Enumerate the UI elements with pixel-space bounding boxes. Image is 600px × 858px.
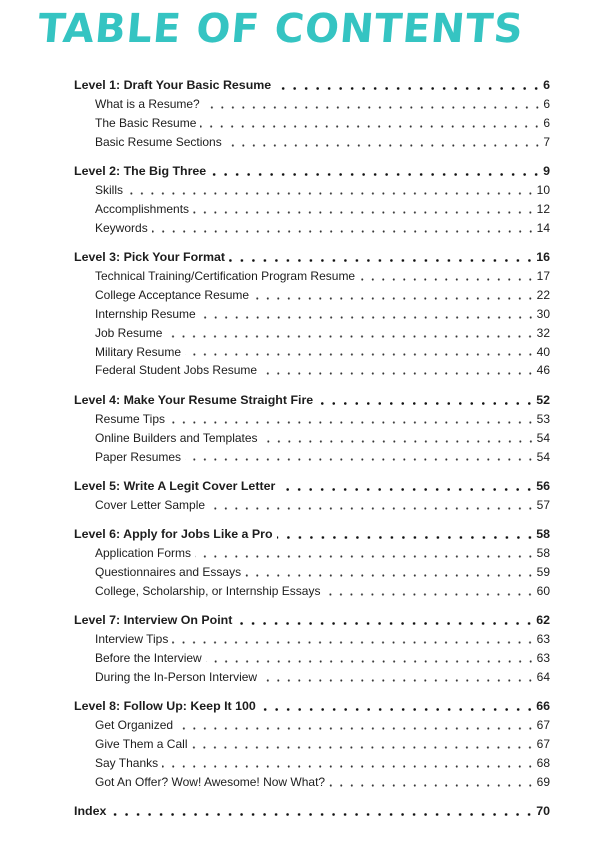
toc-level-heading[interactable] <box>74 162 550 181</box>
level-title: Level 6: Apply for Jobs Like a Pro <box>74 527 273 542</box>
toc-item-page: 69 <box>536 774 550 789</box>
dot-leader <box>236 622 535 625</box>
dot-leader <box>162 765 535 768</box>
toc-item-page: 22 <box>536 287 550 302</box>
toc-item[interactable] <box>74 544 550 563</box>
toc-item-label: Paper Resumes <box>95 449 182 464</box>
dot-leader <box>185 458 536 461</box>
toc-item-label: Application Forms <box>95 546 192 561</box>
level-page-number: 66 <box>536 699 550 714</box>
toc-item[interactable] <box>74 773 550 792</box>
toc-entry-index[interactable] <box>74 802 550 821</box>
dot-leader <box>127 192 536 195</box>
dot-leader <box>166 335 535 338</box>
toc-item[interactable] <box>74 630 550 649</box>
toc-item[interactable] <box>74 410 550 429</box>
toc-item-page: 54 <box>536 449 550 464</box>
toc-item-page: 63 <box>536 651 550 666</box>
toc-item-label: Cover Letter Sample <box>95 497 206 512</box>
toc-item-page: 67 <box>536 737 550 752</box>
dot-leader <box>195 555 536 558</box>
dot-leader <box>279 488 535 491</box>
level-page-number: 16 <box>536 250 550 265</box>
toc-item-label: Basic Resume Sections <box>95 134 222 149</box>
level-page-number: 9 <box>543 164 550 179</box>
toc-level-heading[interactable] <box>74 697 550 716</box>
toc-item-page: 53 <box>536 411 550 426</box>
toc-item[interactable] <box>74 754 550 773</box>
toc-item[interactable] <box>74 563 550 582</box>
dot-leader <box>210 173 542 176</box>
toc-item[interactable] <box>74 429 550 448</box>
level-title: Level 5: Write A Legit Cover Letter <box>74 478 276 493</box>
table-of-contents <box>74 76 550 821</box>
dot-leader <box>209 507 536 510</box>
toc-section-level-1 <box>74 76 550 152</box>
toc-item-label: Accomplishments <box>95 201 190 216</box>
level-title: Level 7: Interview On Point <box>74 613 233 628</box>
toc-item-label: The Basic Resume <box>95 115 197 130</box>
toc-entry-page: 70 <box>536 804 550 819</box>
toc-item-label: Interview Tips <box>95 632 169 647</box>
dot-leader <box>262 440 536 443</box>
level-page-number: 58 <box>536 527 550 542</box>
toc-level-heading[interactable] <box>74 391 550 410</box>
toc-item[interactable] <box>74 267 550 286</box>
toc-level-heading[interactable] <box>74 611 550 630</box>
level-title: Level 3: Pick Your Format <box>74 250 226 265</box>
toc-level-heading[interactable] <box>74 248 550 267</box>
toc-item[interactable] <box>74 361 550 380</box>
dot-leader <box>317 402 535 405</box>
toc-item-label: Keywords <box>95 220 148 235</box>
toc-item-label: Military Resume <box>95 344 182 359</box>
toc-section-level-5 <box>74 477 550 515</box>
dot-leader <box>200 125 542 128</box>
dot-leader <box>329 784 536 787</box>
toc-item[interactable] <box>74 448 550 467</box>
toc-item-label: Before the Interview <box>95 651 202 666</box>
dot-leader <box>245 574 536 577</box>
page-title: TABLE OF CONTENTS <box>35 6 526 52</box>
dot-leader <box>277 536 536 539</box>
toc-item-label: Skills <box>95 182 124 197</box>
toc-level-heading[interactable] <box>74 76 550 95</box>
toc-item-page: 14 <box>536 220 550 235</box>
toc-item[interactable] <box>74 181 550 200</box>
toc-item[interactable] <box>74 649 550 668</box>
level-page-number: 56 <box>536 478 550 493</box>
toc-levels <box>74 76 550 792</box>
toc-item[interactable] <box>74 343 550 362</box>
toc-item[interactable] <box>74 716 550 735</box>
dot-leader <box>169 421 536 424</box>
toc-item-page: 10 <box>536 182 550 197</box>
toc-item-page: 7 <box>543 134 550 149</box>
dot-leader <box>226 144 543 147</box>
toc-item-label: College Acceptance Resume <box>95 287 250 302</box>
toc-item-label: What is a Resume? <box>95 96 200 111</box>
toc-item-label: Questionnaires and Essays <box>95 564 242 579</box>
toc-item[interactable] <box>74 114 550 133</box>
toc-item[interactable] <box>74 324 550 343</box>
toc-item-page: 67 <box>536 718 550 733</box>
toc-item-page: 57 <box>536 497 550 512</box>
dot-leader <box>193 211 536 214</box>
toc-item-label: Say Thanks <box>95 755 159 770</box>
toc-section-level-3 <box>74 248 550 380</box>
toc-item-page: 30 <box>536 306 550 321</box>
dot-leader <box>172 641 535 644</box>
toc-item[interactable] <box>74 305 550 324</box>
toc-item-page: 17 <box>536 269 550 283</box>
dot-leader <box>260 708 535 711</box>
toc-item-page: 6 <box>543 115 550 130</box>
toc-section-level-2 <box>74 162 550 238</box>
toc-item-label: During the In-Person Interview <box>95 669 258 684</box>
toc-item-page: 12 <box>536 201 550 216</box>
toc-item[interactable] <box>74 133 550 152</box>
toc-item-page: 6 <box>543 96 550 111</box>
toc-item[interactable] <box>74 668 550 687</box>
toc-item-label: Resume Tips <box>95 411 166 426</box>
dot-leader <box>229 259 535 262</box>
toc-item[interactable] <box>74 496 550 515</box>
toc-item-label: Internship Resume <box>95 306 196 321</box>
toc-item-page: 63 <box>536 632 550 647</box>
dot-leader <box>110 813 535 816</box>
level-page-number: 52 <box>536 392 550 407</box>
toc-item[interactable] <box>74 735 550 754</box>
dot-leader <box>275 87 542 90</box>
dot-leader <box>261 679 536 682</box>
toc-level-heading[interactable] <box>74 525 550 544</box>
dot-leader <box>152 230 536 233</box>
toc-item[interactable] <box>74 582 550 601</box>
toc-item-label: Get Organized <box>95 718 174 733</box>
toc-item-page: 58 <box>536 546 550 561</box>
toc-item-page: 40 <box>536 344 550 359</box>
toc-item-label: Technical Training/Certification Program Resume <box>95 269 356 283</box>
dot-leader <box>191 746 535 749</box>
toc-item-page: 54 <box>536 430 550 445</box>
toc-entry-label: Index <box>74 804 107 819</box>
toc-item-label: Give Them a Call <box>95 737 188 752</box>
dot-leader <box>204 106 543 109</box>
toc-item-page: 60 <box>536 583 550 598</box>
toc-section-level-4 <box>74 391 550 467</box>
toc-item-page: 46 <box>536 363 550 378</box>
dot-leader <box>200 316 536 319</box>
level-page-number: 62 <box>536 613 550 628</box>
toc-item[interactable] <box>74 95 550 114</box>
dot-leader <box>253 297 536 300</box>
dot-leader <box>324 593 535 596</box>
toc-level-heading[interactable] <box>74 477 550 496</box>
level-title: Level 1: Draft Your Basic Resume <box>74 77 272 92</box>
dot-leader <box>177 727 536 730</box>
toc-item-page: 59 <box>536 564 550 579</box>
toc-item-label: College, Scholarship, or Internship Essays <box>95 583 321 598</box>
level-title: Level 2: The Big Three <box>74 164 207 179</box>
toc-item[interactable] <box>74 219 550 238</box>
toc-section-level-6 <box>74 525 550 601</box>
dot-leader <box>261 372 536 375</box>
toc-item-label: Federal Student Jobs Resume <box>95 363 258 378</box>
toc-item[interactable] <box>74 200 550 219</box>
dot-leader <box>359 278 536 281</box>
toc-item-page: 68 <box>536 755 550 770</box>
level-page-number: 6 <box>543 77 550 92</box>
toc-item[interactable] <box>74 286 550 305</box>
level-title: Level 8: Follow Up: Keep It 100 <box>74 699 256 714</box>
level-title: Level 4: Make Your Resume Straight Fire <box>74 392 314 407</box>
toc-item-label: Job Resume <box>95 325 163 340</box>
toc-item-page: 32 <box>536 325 550 340</box>
toc-item-page: 64 <box>536 669 550 684</box>
dot-leader <box>185 353 536 356</box>
toc-item-label: Online Builders and Templates <box>95 430 258 445</box>
toc-item-label: Got An Offer? Wow! Awesome! Now What? <box>95 774 326 789</box>
toc-section-level-7 <box>74 611 550 687</box>
toc-section-level-8 <box>74 697 550 791</box>
dot-leader <box>206 660 536 663</box>
